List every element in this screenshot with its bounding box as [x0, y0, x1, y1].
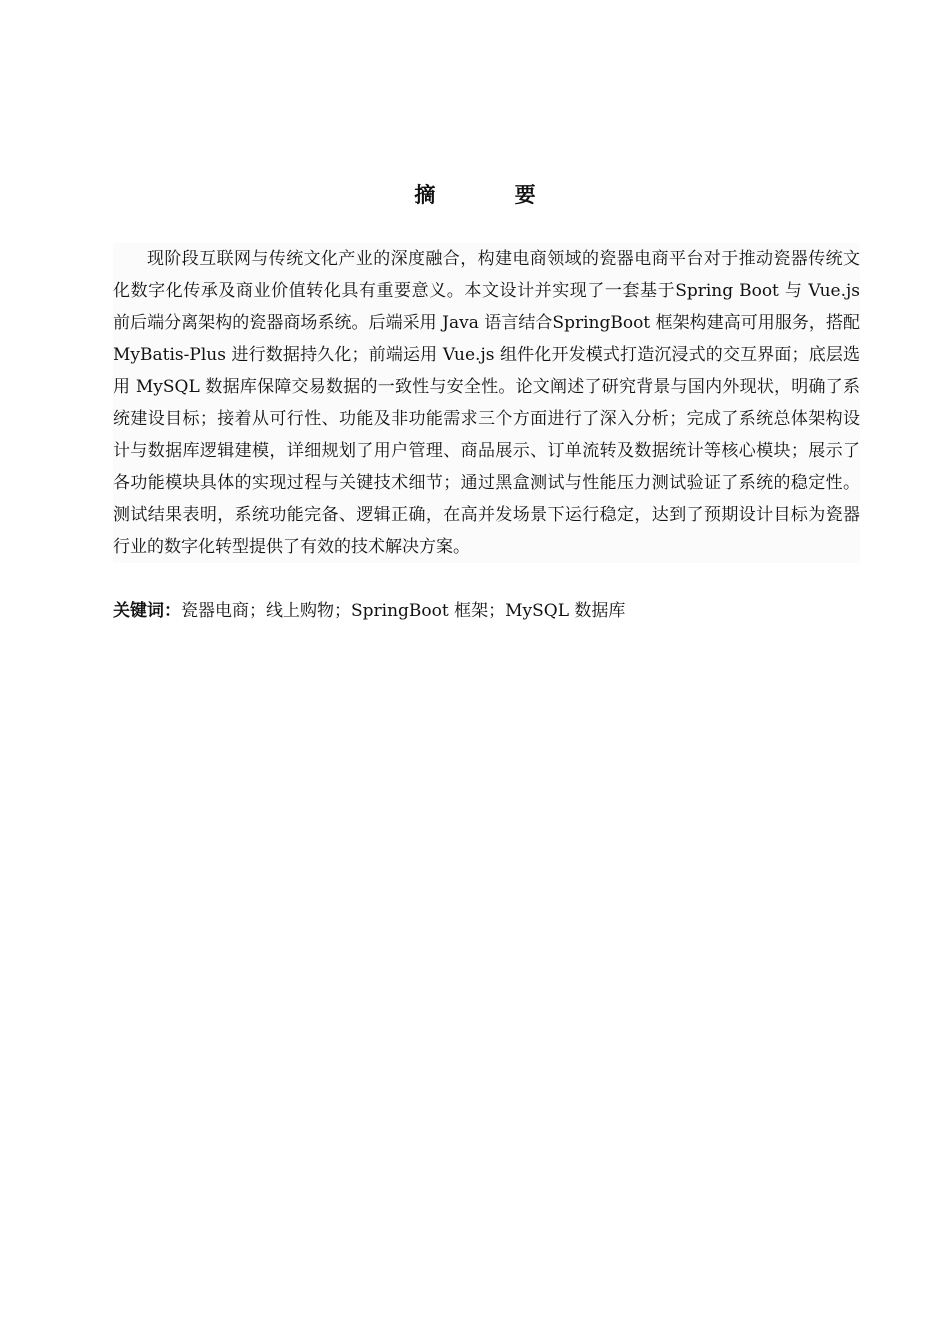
keywords-text: 瓷器电商；线上购物；SpringBoot 框架；MySQL 数据库	[181, 601, 626, 621]
abstract-body	[113, 243, 860, 563]
keywords-label: 关键词：	[113, 601, 181, 621]
abstract-title: 摘 要	[414, 182, 572, 207]
abstract-paragraph: 现阶段互联网与传统文化产业的深度融合，构建电商领域的瓷器电商平台对于推动瓷器传统文化数字化传承及商业价值转化具有重要意义。本文设计并实现了一套基于Spring Boot 与 Vue.js 前后端分离架构的瓷器商场系统。后端采用 Java 语言结合SpringBoot 框架构建高可用服务，搭配 MyBatis-Plus 进行数据持久化；前端运用 Vue.js 组件化开发模式打造沉浸式的交互界面；底层选用 MySQL 数据库保障交易数据的一致性与安全性。论文阐述了研究背景与国内外现状，明确了系统建设目标；接着从可行性、功能及非功能需求三个方面进行了深入分析；完成了系统总体架构设计与数据库逻辑建模，详细规划了用户管理、商品展示、订单流转及数据统计等核心模块；展示了各功能模块具体的实现过程与关键技术细节；通过黑盒测试与性能压力测试验证了系统的稳定性。测试结果表明，系统功能完备、逻辑正确，在高并发场景下运行稳定，达到了预期设计目标为瓷器行业的数字化转型提供了有效的技术解决方案。	[113, 249, 860, 557]
keywords-line	[113, 596, 860, 626]
